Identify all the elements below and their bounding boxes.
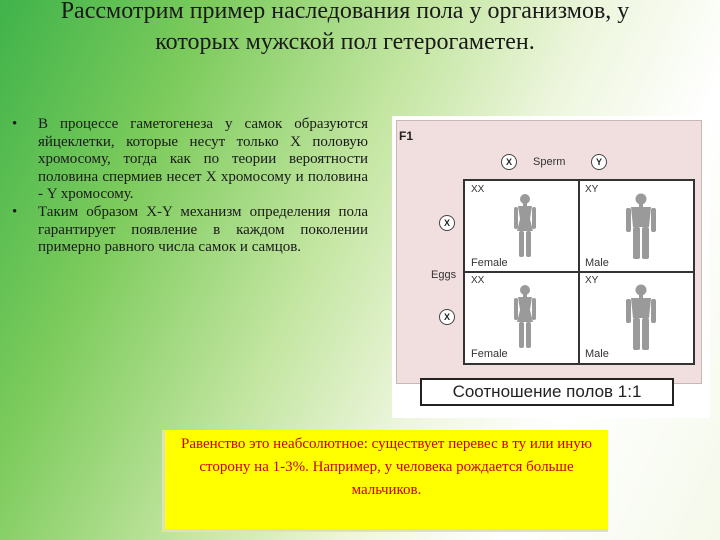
female-silhouette-icon	[511, 284, 539, 350]
punnett-cell-female	[465, 181, 579, 272]
bullet-text: В процессе гаметогенеза у самок образуются яйцеклетки, которые несут только X половую хромосому, тогда как по теории вероятности половина спермиев несет X хромосому и половина - Y хромосому.	[38, 116, 368, 203]
punnett-square-figure	[392, 116, 710, 418]
egg-x-chromosome-icon: X	[439, 309, 455, 325]
figure-panel	[396, 120, 702, 384]
egg-x-chromosome-icon: X	[439, 215, 455, 231]
punnett-cell-male	[579, 181, 693, 272]
sex-label: Male	[585, 348, 609, 360]
sex-label: Female	[471, 348, 508, 360]
genotype-label: XX	[471, 184, 485, 195]
genotype-label: XY	[585, 184, 599, 195]
punnett-cell-male	[579, 272, 693, 363]
note-box: Равенство это неабсолютное: существует перевес в ту или иную сторону на 1-3%. Например, у человека рождается больше мальчиков.	[162, 430, 608, 532]
male-silhouette-icon	[625, 284, 657, 352]
bullet-item	[12, 204, 368, 257]
slide-title: Рассмотрим пример наследования пола у организмов, у которых мужской пол гетерогаметен.	[60, 0, 630, 55]
female-silhouette-icon	[511, 193, 539, 259]
generation-label: F1	[399, 129, 414, 143]
sperm-x-chromosome-icon: X	[501, 154, 517, 170]
bullet-item	[12, 116, 368, 204]
eggs-label: Eggs	[431, 269, 457, 281]
sex-label: Male	[585, 257, 609, 269]
male-silhouette-icon	[625, 193, 657, 261]
bullet-marker: •	[12, 203, 18, 220]
sex-label: Female	[471, 257, 508, 269]
sperm-y-chromosome-icon: Y	[591, 154, 607, 170]
genotype-label: XY	[585, 275, 599, 286]
bullet-list	[12, 116, 368, 257]
bullet-text: Таким образом X-Y механизм определения пола гарантирует появление в каждом поколении примерно равного числа самок и самцов.	[38, 203, 368, 256]
grid-divider	[465, 271, 693, 273]
sex-ratio-caption: Соотношение полов 1:1	[420, 378, 674, 406]
bullet-marker: •	[12, 116, 18, 132]
genotype-label: XX	[471, 275, 485, 286]
punnett-grid	[463, 179, 695, 365]
sperm-label: Sperm	[533, 156, 566, 168]
punnett-cell-female	[465, 272, 579, 363]
